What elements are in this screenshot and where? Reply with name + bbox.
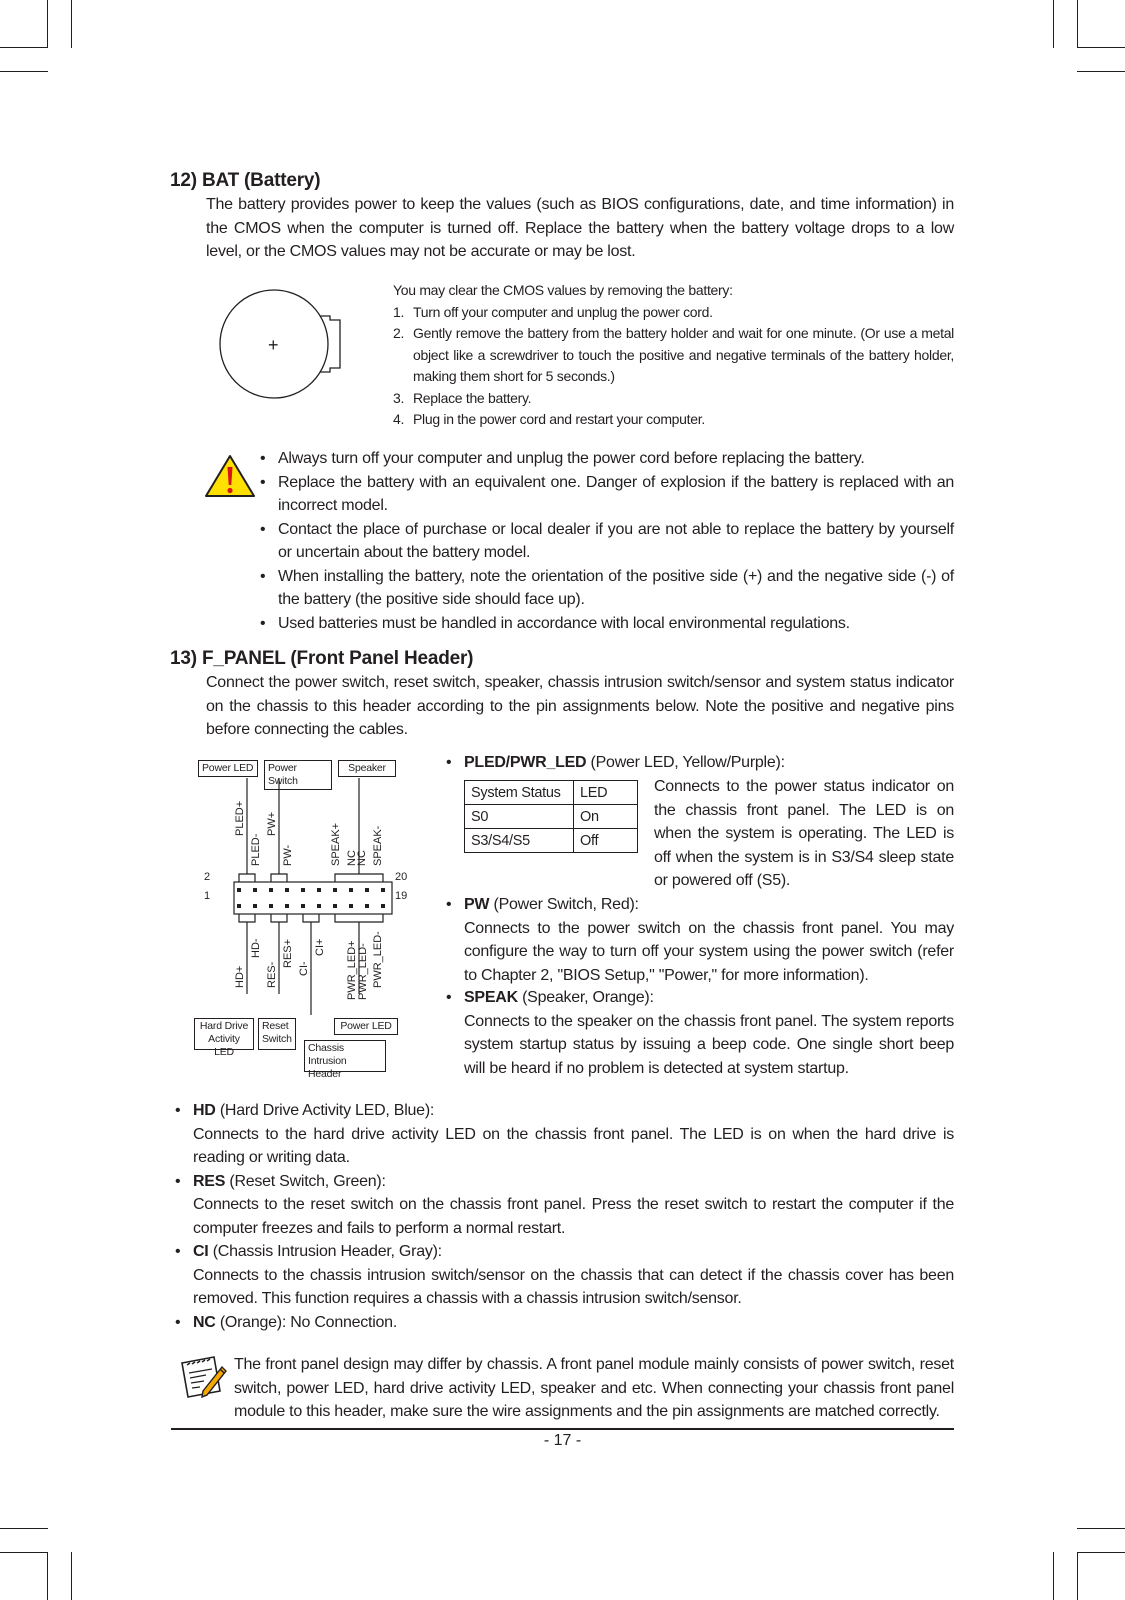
speak-title: SPEAK	[464, 989, 518, 1006]
pin-pwr-led-minus-1: PWR_LED-	[357, 943, 369, 1000]
crop-mark	[0, 71, 48, 72]
pin-pled-plus: PLED+	[234, 800, 246, 836]
pin-pw-plus: PW+	[266, 811, 278, 836]
crop-mark	[1053, 1552, 1054, 1600]
table-row: S3/S4/S5 Off	[465, 829, 638, 853]
hd-description: Connects to the hard drive activity LED on the chassis front panel. The LED is on when the hard drive is reading or writing data.	[193, 1125, 954, 1166]
cmos-clear-steps	[393, 302, 954, 431]
nc-item: • NC (Orange): No Connection.	[173, 1311, 954, 1335]
crop-mark	[1077, 0, 1078, 48]
cmos-clear-intro: You may clear the CMOS values by removing the battery:	[393, 282, 733, 298]
pin-pwr-led-minus-2: PWR_LED-	[372, 931, 384, 988]
crop-mark	[0, 1528, 48, 1529]
crop-mark	[1077, 1528, 1125, 1529]
pin-descriptions	[173, 1099, 954, 1334]
pw-item: • PW (Power Switch, Red): Connects to the power switch on the chassis front panel. You may configure the way to turn off your system using the power switch (refer to Chapter 2, "BIOS Setup," "Power," for more information).	[444, 893, 954, 987]
list-item: • Always turn off your computer and unplug the power cord before replacing the battery.	[258, 447, 954, 471]
crop-mark	[47, 1552, 48, 1600]
label-power-led-bottom: Power LED	[334, 1018, 398, 1035]
list-item: • Replace the battery with an equivalent one. Danger of explosion if the battery is replaced with an incorrect model.	[258, 471, 954, 518]
pw-title: PW	[464, 896, 490, 913]
pin-hd-minus: HD-	[250, 938, 262, 958]
pin-res-minus: RES-	[266, 961, 278, 988]
pin-number-1: 1	[204, 890, 211, 902]
ci-description: Connects to the chassis intrusion switch/sensor on the chassis that can detect if the chassis cover has been removed. This function requires a chassis with a chassis intrusion switch/sensor.	[193, 1266, 954, 1307]
warning-icon	[204, 454, 256, 498]
label-chassis-intrusion-header: Chassis Intrusion Header	[304, 1040, 386, 1072]
list-item: 1. Turn off your computer and unplug the power cord.	[393, 303, 713, 320]
battery-warnings	[258, 447, 954, 635]
cmos-clear-block	[393, 280, 954, 431]
pled-item	[444, 751, 954, 775]
table-row: System Status LED	[465, 781, 638, 805]
ci-item: • CI (Chassis Intrusion Header, Gray):	[173, 1240, 954, 1264]
status-table	[464, 780, 638, 853]
list-item: 2. Gently remove the battery from the battery holder and wait for one minute. (Or use a metal object like a screwdriver to touch the positive and negative terminals of the battery holder, making them short for 5 seconds.)	[393, 325, 954, 384]
pin-nc-1: NC	[346, 850, 358, 866]
crop-mark	[1053, 0, 1054, 48]
battery-illustration	[218, 288, 343, 402]
crop-mark	[71, 0, 72, 48]
fpanel-intro: Connect the power switch, reset switch, speaker, chassis intrusion switch/sensor and system status indicator on the chassis to this header according to the pin assignments below. Note the positive and negative pins before connecting the cables.	[206, 674, 954, 738]
bat-heading: 12) BAT (Battery)	[170, 170, 321, 191]
pin-pw-minus: PW-	[282, 844, 294, 866]
note-icon	[176, 1353, 228, 1403]
list-item: • Used batteries must be handled in accordance with local environmental regulations.	[258, 612, 954, 636]
pin-speak-minus: SPEAK-	[372, 825, 384, 866]
pin-hd-plus: HD+	[234, 965, 246, 988]
header-outline	[234, 882, 392, 914]
label-reset-switch: Reset Switch	[258, 1018, 296, 1050]
table-row: S0 On	[465, 805, 638, 829]
pin-pled-minus: PLED-	[250, 833, 262, 866]
crop-mark	[47, 0, 48, 48]
fpanel-heading: 13) F_PANEL (Front Panel Header)	[170, 648, 474, 669]
list-item: 3. Replace the battery.	[393, 389, 532, 406]
pin-pwr-led-plus: PWR_LED+	[346, 940, 358, 1000]
label-speaker: Speaker	[338, 760, 396, 777]
res-description: Connects to the reset switch on the chassis front panel. Press the reset switch to restart the computer if the computer freezes and fails to perform a normal restart.	[193, 1196, 954, 1237]
footer-rule	[171, 1428, 954, 1430]
speak-description: Connects to the speaker on the chassis front panel. The system reports system startup status by issuing a beep code. One single short beep will be heard if no problem is detected at system startup.	[464, 1012, 954, 1077]
bottom-pin-row	[237, 904, 385, 908]
pin-number-20: 20	[395, 871, 408, 883]
crop-mark	[1077, 71, 1125, 72]
pin-ci-plus: CI+	[314, 938, 326, 956]
pin-speak-plus: SPEAK+	[330, 822, 342, 866]
pled-title: PLED/PWR_LED	[464, 754, 587, 771]
crop-mark	[71, 1552, 72, 1600]
pin-nc-2: NC	[356, 850, 368, 866]
battery-plus-sign: +	[268, 335, 279, 355]
label-power-switch: Power Switch	[264, 760, 332, 790]
pled-description: Connects to the power status indicator on the chassis front panel. The LED is on when the system is operating. The LED is off when the system is in S3/S4 sleep state or powered off (S5).	[654, 778, 954, 889]
res-item: • RES (Reset Switch, Green):	[173, 1170, 954, 1194]
pw-description: Connects to the power switch on the chassis front panel. You may configure the way to turn off your system using the power switch (refer to Chapter 2, "BIOS Setup," "Power," for more information).	[464, 919, 954, 984]
crop-mark	[0, 1552, 48, 1553]
speak-item: • SPEAK (Speaker, Orange): Connects to the speaker on the chassis front panel. The system reports system startup status by issuing a beep code. One single short beep will be heard if no problem is detected at system startup.	[444, 986, 954, 1080]
page-number: - 17 -	[543, 1432, 582, 1449]
pled-color: (Power LED, Yellow/Purple):	[590, 754, 785, 771]
note-text: The front panel design may differ by chassis. A front panel module mainly consists of power switch, reset switch, power LED, hard drive activity LED, speaker and etc. When connecting your chassis front panel module to this header, make sure the wire assignments and the pin assignments are matched correctly.	[234, 1356, 954, 1420]
top-pin-names	[234, 801, 384, 866]
crop-mark	[1077, 47, 1125, 48]
crop-mark	[1077, 1552, 1125, 1553]
fpanel-pin-diagram	[200, 778, 420, 1040]
label-power-led-top: Power LED	[198, 760, 258, 777]
crop-mark	[0, 47, 48, 48]
pin-number-2: 2	[204, 871, 211, 883]
crop-mark	[1077, 1552, 1078, 1600]
top-pin-row	[237, 888, 385, 892]
list-item: • Contact the place of purchase or local dealer if you are not able to replace the battery by yourself or uncertain about the battery model.	[258, 518, 954, 565]
bottom-pin-names	[234, 931, 384, 1000]
list-item: • When installing the battery, note the orientation of the positive side (+) and the negative side (-) of the battery (the positive side should face up).	[258, 565, 954, 612]
pin-ci-minus: CI-	[298, 961, 310, 976]
bat-intro: The battery provides power to keep the values (such as BIOS configurations, date, and time information) in the CMOS when the computer is turned off. Replace the battery when the battery voltage drops to a low level, or the CMOS values may not be accurate or may be lost.	[206, 196, 954, 260]
pin-res-plus: RES+	[282, 938, 294, 968]
label-hard-drive-activity-led: Hard Drive Activity LED	[194, 1018, 254, 1050]
pin-number-19: 19	[395, 890, 408, 902]
hd-item: • HD (Hard Drive Activity LED, Blue):	[173, 1099, 954, 1123]
list-item: 4. Plug in the power cord and restart your computer.	[393, 411, 705, 427]
